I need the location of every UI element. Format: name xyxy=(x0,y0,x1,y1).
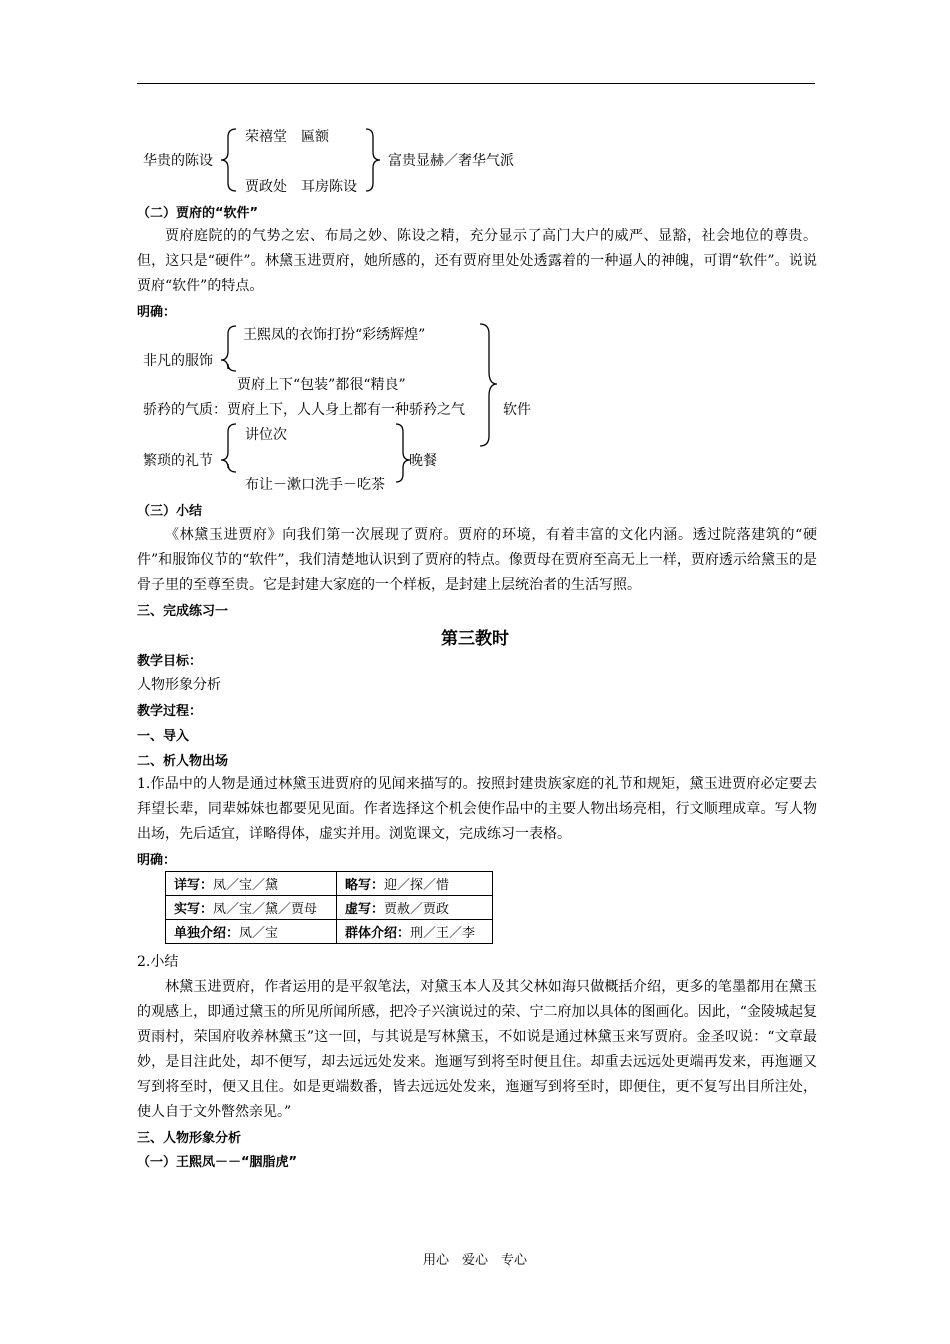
page-footer: 用心 爱心 专心 xyxy=(422,1253,527,1268)
header-rule xyxy=(137,83,815,84)
writing-method-table xyxy=(165,871,493,944)
diagram1-left-label: 华贵的陈设 xyxy=(143,153,213,169)
table-cell-value: 贾赦／贾政 xyxy=(384,902,450,917)
brace-clothing xyxy=(221,326,236,371)
diagram2-label-temperament: 骄矜的气质：贾府上下，人人身上都有一种骄矜之气 xyxy=(143,402,465,418)
diagram1-result: 富贵显赫／奢华气派 xyxy=(388,153,514,169)
table-cell-value: 凤／宝／黛 xyxy=(213,878,279,893)
lesson3-step1: 一、导入 xyxy=(137,729,190,744)
lesson3-process-heading: 教学过程： xyxy=(137,704,203,719)
diagram2-label-clothing: 非凡的服饰 xyxy=(143,353,213,369)
summary2-paragraph: 林黛玉进贾府，作者运用的是平叙笔法，对黛玉本人及其父林如海只做概括介绍，更多的笔墨都用在黛玉的观感上，即通过黛玉的所见所闻所感，把冷子兴演说过的荣、宁二府加以具体的图画化。因此，“金陵城起复贾雨村，荣国府收养林黛玉”这一回，与其说是写林黛玉，不如说是通过林黛玉来写贾府。金圣叹说：“文章最妙，是目注此处，却不便写，却去远远处发来。迤逦写到将至时便且住。却重去远远处更端再发来，再迤逦又写到将至时，便又且住。如是更端数番，皆去远远处发来，迤逦写到将至时，即便住，更不复写出目所注处，使人自于文外瞥然亲见。” xyxy=(137,979,817,1120)
diagram1-item-top: 荣禧堂 匾额 xyxy=(245,129,329,145)
table-row xyxy=(166,872,493,896)
diagram2-clothing-bottom: 贾府上下“包装”都很“精良” xyxy=(237,377,406,393)
lesson3-goal: 人物形象分析 xyxy=(137,677,221,693)
diagram2-etiquette-top: 讲位次 xyxy=(245,427,287,443)
diagram2-etiquette-result: 晚餐 xyxy=(409,453,437,469)
lesson3-para1: 1.作品中的人物是通过林黛玉进贾府的见闻来描写的。按照封建贵族家庭的礼节和规矩，黛玉进贾府必定要去拜望长辈，同辈姊妹也都要见见面。作者选择这个机会使作品中的主要人物出场亮相，行文顺理成章。写人物出场，先后适宜，详略得体，虚实并用。浏览课文，完成练习一表格。 xyxy=(137,776,817,842)
table-cell-label: 略写： xyxy=(345,878,385,893)
section3-exercise: 三、完成练习一 xyxy=(137,604,229,619)
lesson3-step2: 二、析人物出场 xyxy=(137,754,229,769)
section2-heading: （二）贾府的“软件” xyxy=(137,206,259,221)
table-cell-label: 单独介绍： xyxy=(174,926,240,941)
table-cell-value: 凤／宝／黛／贾母 xyxy=(213,902,318,917)
table-cell-value: 凤／宝 xyxy=(239,926,279,941)
section2-mingque: 明确： xyxy=(137,305,177,320)
brace-left-1 xyxy=(221,129,236,191)
brace-software xyxy=(480,324,497,446)
brace-right-1 xyxy=(366,129,380,191)
diagram2-clothing-top: 王熙凤的衣饰打扮“彩绣辉煌” xyxy=(243,327,426,343)
analysis-sub1: （一）王熙凤－－“胭脂虎” xyxy=(137,1155,298,1170)
table-cell-label: 群体介绍： xyxy=(345,926,411,941)
diagram2-result: 软件 xyxy=(503,402,531,418)
section3-paragraph: 《林黛玉进贾府》向我们第一次展现了贾府。贾府的环境，有着丰富的文化内涵。透过院落建筑的“硬件”和服饰仪节的“软件”，我们清楚地认识到了贾府的特点。像贾母在贾府至高无上一样，贾府透示给黛玉的是骨子里的至尊至贵。它是封建大家庭的一个样板，是封建上层统治者的生活写照。 xyxy=(137,527,817,593)
table-cell-value: 刑／王／李 xyxy=(410,926,476,941)
diagram2-label-etiquette: 繁琐的礼节 xyxy=(143,453,213,469)
summary2-heading: 2.小结 xyxy=(137,954,179,970)
section2-paragraph: 贾府庭院的的气势之宏、布局之妙、陈设之精，充分显示了高门大户的威严、显豁，社会地位的尊贵。但，这只是“硬件”。林黛玉进贾府，她所感的，还有贾府里处处透露着的一种逼人的神魄，可谓“软件”。说说贾府“软件”的特点。 xyxy=(137,228,817,294)
lesson3-goal-heading: 教学目标： xyxy=(137,654,203,669)
lesson3-title: 第三教时 xyxy=(441,629,509,649)
table-cell-label: 实写： xyxy=(174,902,214,917)
diagram1-item-bottom: 贾政处 耳房陈设 xyxy=(245,179,357,195)
analysis-heading: 三、人物形象分析 xyxy=(137,1131,242,1146)
diagram2-etiquette-bottom: 布让－漱口洗手－吃茶 xyxy=(245,477,385,493)
table-cell-label: 详写： xyxy=(174,878,214,893)
lesson3-mingque: 明确： xyxy=(137,853,177,868)
brace-etiquette-right xyxy=(396,424,410,482)
table-row xyxy=(166,920,493,944)
table-cell-label: 虚写： xyxy=(345,902,385,917)
table-cell-value: 迎／探／惜 xyxy=(384,878,450,893)
brace-etiquette-left xyxy=(221,424,236,472)
table-row xyxy=(166,896,493,920)
section3-heading: （三）小结 xyxy=(137,504,203,519)
